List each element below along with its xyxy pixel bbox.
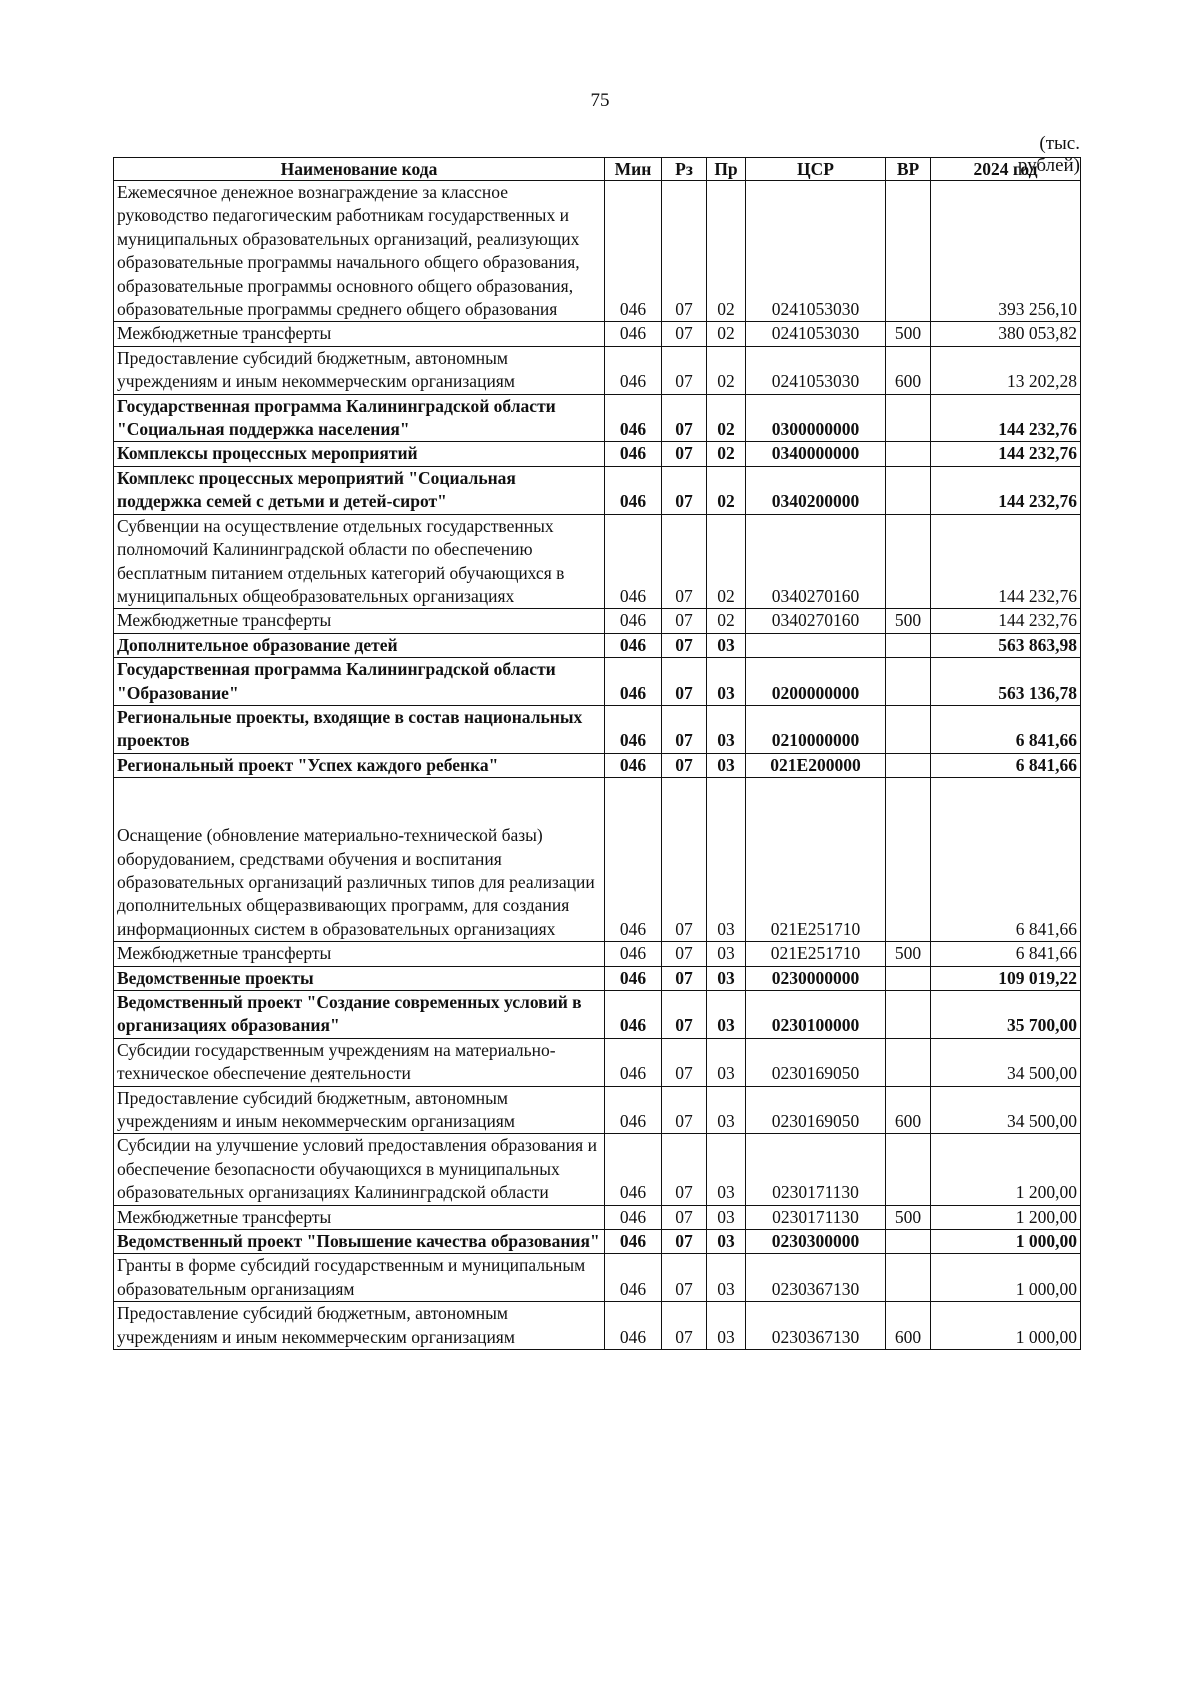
cell-pr: 02 [707,514,746,609]
cell-min: 046 [605,991,662,1039]
cell-amount: 13 202,28 [931,346,1081,394]
page-number: 75 [590,90,610,111]
table-header [114,158,1081,181]
cell-csr: 021E200000 [746,753,886,777]
table-row [114,609,1081,633]
cell-min: 046 [605,778,662,942]
cell-rz: 07 [662,942,707,966]
table-row [114,442,1081,466]
cell-amount: 563 136,78 [931,658,1081,706]
cell-pr: 03 [707,942,746,966]
cell-min: 046 [605,1038,662,1086]
cell-amount: 34 500,00 [931,1086,1081,1134]
header-name: Наименование кода [114,158,605,181]
cell-csr: 0230367130 [746,1302,886,1350]
cell-name: Государственная программа Калининградской области "Социальная поддержка населения" [114,394,605,442]
table-row [114,394,1081,442]
cell-amount: 144 232,76 [931,466,1081,514]
cell-vr [886,658,931,706]
cell-vr: 500 [886,942,931,966]
cell-min: 046 [605,442,662,466]
cell-rz: 07 [662,991,707,1039]
cell-pr: 02 [707,609,746,633]
cell-name: Ведомственный проект "Повышение качества образования" [114,1230,605,1254]
cell-amount: 6 841,66 [931,778,1081,942]
cell-vr: 600 [886,1302,931,1350]
cell-csr: 0241053030 [746,322,886,346]
cell-vr: 600 [886,1086,931,1134]
cell-csr: 0200000000 [746,658,886,706]
cell-csr: 0241053030 [746,181,886,322]
cell-rz: 07 [662,442,707,466]
cell-vr [886,966,931,990]
cell-amount: 1 000,00 [931,1230,1081,1254]
cell-pr: 03 [707,705,746,753]
units-label: (тыс. рублей) [1017,133,1080,176]
table-row [114,966,1081,990]
table-row [114,181,1081,322]
cell-rz: 07 [662,966,707,990]
cell-min: 046 [605,346,662,394]
cell-amount: 144 232,76 [931,442,1081,466]
cell-pr: 02 [707,346,746,394]
cell-name: Региональные проекты, входящие в состав национальных проектов [114,705,605,753]
cell-name: Комплексы процессных мероприятий [114,442,605,466]
cell-vr [886,442,931,466]
cell-rz: 07 [662,1086,707,1134]
table-row [114,322,1081,346]
cell-name: Предоставление субсидий бюджетным, автономным учреждениям и иным некоммерческим организациям [114,1302,605,1350]
cell-min: 046 [605,753,662,777]
table-row [114,942,1081,966]
cell-csr: 0340270160 [746,514,886,609]
cell-pr: 02 [707,322,746,346]
cell-vr [886,466,931,514]
cell-rz: 07 [662,658,707,706]
cell-min: 046 [605,1230,662,1254]
cell-name: Ежемесячное денежное вознаграждение за классное руководство педагогическим работникам государственных и муниципальных образовательных организаций, реализующих образовательные программы начального общего образования, образовательные программы основного общего образования, образовательные программы среднего общего образования [114,181,605,322]
cell-min: 046 [605,633,662,657]
cell-csr: 021E251710 [746,942,886,966]
cell-pr: 03 [707,966,746,990]
cell-rz: 07 [662,1230,707,1254]
cell-amount: 34 500,00 [931,1038,1081,1086]
table-row [114,1254,1081,1302]
cell-vr [886,1230,931,1254]
cell-amount: 380 053,82 [931,322,1081,346]
cell-name: Предоставление субсидий бюджетным, автономным учреждениям и иным некоммерческим организациям [114,346,605,394]
cell-csr: 0230169050 [746,1086,886,1134]
table-row [114,753,1081,777]
cell-vr [886,991,931,1039]
cell-vr [886,181,931,322]
cell-vr: 600 [886,346,931,394]
cell-vr [886,705,931,753]
header-min: Мин [605,158,662,181]
cell-csr [746,633,886,657]
table-row [114,466,1081,514]
cell-rz: 07 [662,778,707,942]
table-row [114,658,1081,706]
table-body [114,181,1081,1350]
budget-table [113,157,1081,1350]
table-row [114,1038,1081,1086]
cell-pr: 02 [707,442,746,466]
cell-rz: 07 [662,705,707,753]
cell-vr [886,514,931,609]
cell-rz: 07 [662,753,707,777]
cell-rz: 07 [662,1205,707,1229]
cell-pr: 03 [707,1038,746,1086]
table-row [114,1302,1081,1350]
cell-csr: 0340000000 [746,442,886,466]
cell-csr: 0300000000 [746,394,886,442]
cell-rz: 07 [662,394,707,442]
cell-rz: 07 [662,514,707,609]
cell-rz: 07 [662,322,707,346]
cell-vr [886,778,931,942]
cell-min: 046 [605,1134,662,1205]
cell-min: 046 [605,1254,662,1302]
cell-rz: 07 [662,609,707,633]
cell-min: 046 [605,609,662,633]
cell-rz: 07 [662,1254,707,1302]
cell-vr [886,1038,931,1086]
cell-pr: 03 [707,1086,746,1134]
cell-name: Субсидии на улучшение условий предоставления образования и обеспечение безопасности обучающихся в муниципальных образовательных организациях Калининградской области [114,1134,605,1205]
cell-csr: 0230300000 [746,1230,886,1254]
table-row [114,1134,1081,1205]
table-row [114,514,1081,609]
cell-amount: 6 841,66 [931,942,1081,966]
header-rz: Рз [662,158,707,181]
cell-csr: 0340270160 [746,609,886,633]
cell-pr: 02 [707,466,746,514]
cell-vr [886,1254,931,1302]
cell-pr: 02 [707,181,746,322]
cell-name: Региональный проект "Успех каждого ребенка" [114,753,605,777]
cell-name: Межбюджетные трансферты [114,1205,605,1229]
cell-csr: 0230100000 [746,991,886,1039]
cell-amount: 1 200,00 [931,1205,1081,1229]
cell-vr [886,1134,931,1205]
cell-name: Субсидии государственным учреждениям на материально-техническое обеспечение деятельности [114,1038,605,1086]
cell-csr: 0340200000 [746,466,886,514]
header-csr: ЦСР [746,158,886,181]
cell-min: 046 [605,514,662,609]
cell-min: 046 [605,322,662,346]
header-vr: ВР [886,158,931,181]
table-row [114,778,1081,942]
cell-name: Ведомственные проекты [114,966,605,990]
cell-min: 046 [605,658,662,706]
cell-min: 046 [605,1205,662,1229]
cell-pr: 03 [707,991,746,1039]
cell-amount: 1 000,00 [931,1302,1081,1350]
cell-rz: 07 [662,1302,707,1350]
cell-name: Государственная программа Калининградской области "Образование" [114,658,605,706]
cell-vr [886,753,931,777]
cell-rz: 07 [662,466,707,514]
cell-vr: 500 [886,609,931,633]
cell-csr: 0230169050 [746,1038,886,1086]
cell-amount: 393 256,10 [931,181,1081,322]
cell-rz: 07 [662,1038,707,1086]
cell-name: Субвенции на осуществление отдельных государственных полномочий Калининградской области по обеспечению бесплатным питанием отдельных категорий обучающихся в муниципальных общеобразовательных организациях [114,514,605,609]
cell-min: 046 [605,1086,662,1134]
cell-min: 046 [605,394,662,442]
cell-name: Оснащение (обновление материально-технической базы) оборудованием, средствами обучения и воспитания образовательных организаций различных типов для реализации дополнительных общеразвивающих программ, для создания информационных систем в образовательных организациях [114,778,605,942]
cell-csr: 0230171130 [746,1134,886,1205]
cell-csr: 0230171130 [746,1205,886,1229]
cell-name: Межбюджетные трансферты [114,942,605,966]
cell-amount: 1 000,00 [931,1254,1081,1302]
cell-vr [886,394,931,442]
table-row [114,991,1081,1039]
cell-min: 046 [605,1302,662,1350]
cell-rz: 07 [662,1134,707,1205]
table-row [114,633,1081,657]
cell-amount: 563 863,98 [931,633,1081,657]
table-row [114,1086,1081,1134]
cell-amount: 109 019,22 [931,966,1081,990]
cell-min: 046 [605,466,662,514]
cell-csr: 0230000000 [746,966,886,990]
cell-vr: 500 [886,1205,931,1229]
cell-pr: 03 [707,1230,746,1254]
cell-vr [886,633,931,657]
cell-amount: 6 841,66 [931,705,1081,753]
cell-csr: 021E251710 [746,778,886,942]
cell-rz: 07 [662,346,707,394]
cell-amount: 1 200,00 [931,1134,1081,1205]
cell-min: 046 [605,942,662,966]
cell-name: Предоставление субсидий бюджетным, автономным учреждениям и иным некоммерческим организациям [114,1086,605,1134]
table-row [114,1230,1081,1254]
header-pr: Пр [707,158,746,181]
cell-pr: 03 [707,778,746,942]
cell-name: Межбюджетные трансферты [114,322,605,346]
cell-pr: 03 [707,753,746,777]
table-row [114,1205,1081,1229]
cell-csr: 0241053030 [746,346,886,394]
cell-pr: 03 [707,1254,746,1302]
cell-name: Комплекс процессных мероприятий "Социальная поддержка семей с детьми и детей-сирот" [114,466,605,514]
cell-pr: 03 [707,1134,746,1205]
cell-name: Ведомственный проект "Создание современных условий в организациях образования" [114,991,605,1039]
cell-rz: 07 [662,181,707,322]
table-row [114,346,1081,394]
cell-min: 046 [605,705,662,753]
cell-pr: 03 [707,1205,746,1229]
cell-pr: 02 [707,394,746,442]
cell-amount: 144 232,76 [931,609,1081,633]
cell-csr: 0230367130 [746,1254,886,1302]
cell-min: 046 [605,966,662,990]
cell-rz: 07 [662,633,707,657]
cell-amount: 144 232,76 [931,514,1081,609]
cell-pr: 03 [707,1302,746,1350]
cell-amount: 6 841,66 [931,753,1081,777]
cell-name: Дополнительное образование детей [114,633,605,657]
table-row [114,705,1081,753]
cell-csr: 0210000000 [746,705,886,753]
header-row [114,158,1081,181]
cell-amount: 35 700,00 [931,991,1081,1039]
cell-name: Межбюджетные трансферты [114,609,605,633]
cell-min: 046 [605,181,662,322]
header-year: 2024 год [931,158,1081,181]
cell-pr: 03 [707,633,746,657]
cell-vr: 500 [886,322,931,346]
cell-pr: 03 [707,658,746,706]
cell-name: Гранты в форме субсидий государственным и муниципальным образовательным организациям [114,1254,605,1302]
cell-amount: 144 232,76 [931,394,1081,442]
